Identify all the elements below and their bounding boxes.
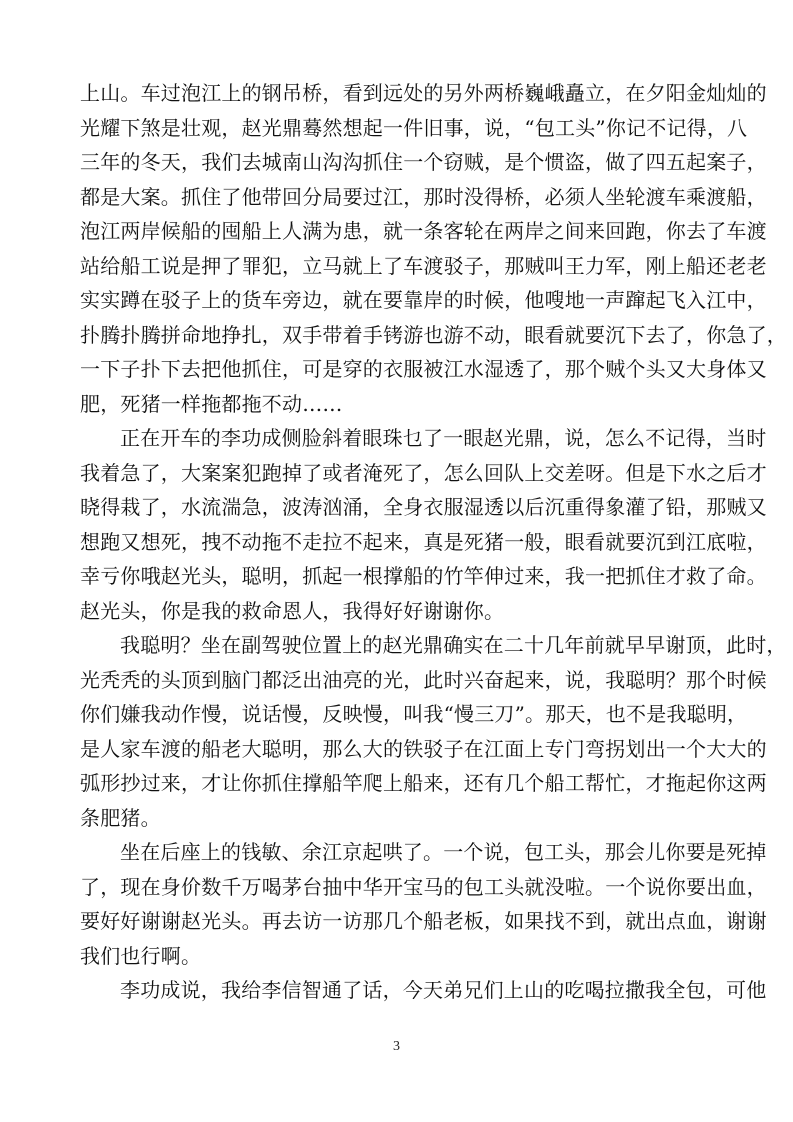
paragraph-1 [80, 76, 787, 421]
text-line: 都是大案。抓住了他带回分局要过江，那时没得桥，必须人坐轮渡车乘渡船， [80, 184, 767, 209]
text-line: 泡江两岸候船的囤船上人满为患，就一条客轮在两岸之间来回跑，你去了车渡 [80, 219, 767, 243]
text-line: 肥，死猪一样拖都拖不动…… [80, 391, 343, 416]
text-line: 条肥猪。 [80, 805, 161, 830]
text-line: 正在开车的李功成侧脸斜着眼珠乜了一眼赵光鼎，说，怎么不记得，当时 [120, 426, 767, 450]
text-line: 幸亏你哦赵光头，聪明，抓起一根撑船的竹竿伸过来，我一把抓住才救了命。 [80, 564, 767, 588]
text-line: 一下子扑下去把他抓住，可是穿的衣服被江水湿透了，那个贼个头又大身体又 [80, 357, 767, 381]
text-line: 三年的冬天，我们去城南山沟沟抓住一个窃贼，是个惯盗，做了四五起案子， [80, 150, 767, 174]
page-number: 3 [393, 1039, 400, 1054]
text-line: 站给船工说是押了罪犯，立马就上了车渡驳子，那贼叫王力军，刚上船还老老 [80, 253, 767, 278]
text-line: 想跑又想死，拽不动拖不走拉不起来，真是死猪一般，眼看就要沉到江底啦， [80, 529, 767, 554]
text-line: 要好好谢谢赵光头。再去访一访那几个船老板，如果找不到，就出点血，谢谢 [80, 909, 767, 933]
paragraph-2 [80, 421, 767, 628]
text-line: 扑腾扑腾拼命地挣扎，双手带着手铐游也游不动，眼看就要沉下去了，你急了， [80, 322, 787, 347]
text-line: 我们也行啊。 [80, 943, 202, 968]
text-line: 光耀下煞是壮观，赵光鼎蓦然想起一件旧事，说，“包工头”你记不记得，八 [80, 115, 748, 140]
text-line: 晓得栽了，水流湍急，波涛汹涌，全身衣服湿透以后沉重得象灌了铅，那贼又 [80, 495, 767, 519]
paragraph-3 [80, 628, 787, 835]
paragraph-5 [80, 973, 767, 1008]
document-page [80, 76, 787, 1056]
text-line: 坐在后座上的钱敏、余江京起哄了。一个说，包工头，那会儿你要是死掉 [120, 840, 767, 864]
text-line: 我着急了，大案案犯跑掉了或者淹死了，怎么回队上交差呀。但是下水之后才 [80, 460, 767, 485]
text-line: 李功成说，我给李信智通了话，今天弟兄们上山的吃喝拉撒我全包，可他 [120, 978, 767, 1002]
text-line: 是人家车渡的船老大聪明，那么大的铁驳子在江面上专门弯拐划出一个大大的 [80, 736, 767, 761]
text-line: 实实蹲在驳子上的货车旁边，就在要靠岸的时候，他嗖地一声蹿起飞入江中， [80, 288, 767, 312]
text-line: 你们嫌我动作慢，说话慢，反映慢，叫我“慢三刀”。那天，也不是我聪明， [80, 702, 748, 726]
text-line: 我聪明？坐在副驾驶位置上的赵光鼎确实在二十几年前就早早谢顶，此时， [120, 633, 787, 657]
text-line: 上山。车过泡江上的钢吊桥，看到远处的另外两桥巍峨矗立，在夕阳金灿灿的 [80, 81, 767, 105]
paragraph-4 [80, 835, 767, 973]
text-line: 弧形抄过来，才让你抓住撑船竿爬上船来，还有几个船工帮忙，才拖起你这两 [80, 771, 767, 795]
text-line: 了，现在身价数千万喝茅台抽中华开宝马的包工头就没啦。一个说你要出血， [80, 874, 767, 899]
text-line: 赵光头，你是我的救命恩人，我得好好谢谢你。 [80, 598, 505, 623]
text-line: 光秃秃的头顶到脑门都泛出油亮的光，此时兴奋起来，说，我聪明？那个时候 [80, 667, 767, 692]
